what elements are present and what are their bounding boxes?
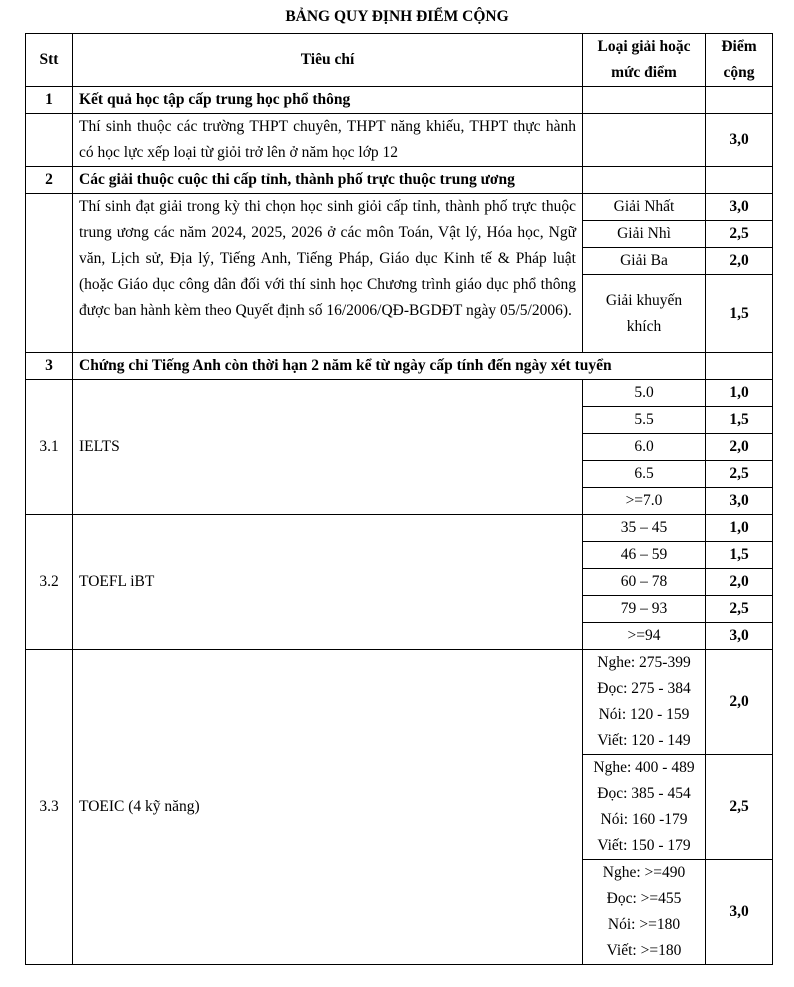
bonus-score: 2,0	[706, 650, 773, 755]
section-number: 1	[26, 87, 73, 114]
ielts-row	[26, 380, 773, 407]
bonus-score: 3,0	[706, 488, 773, 515]
section-number: 3	[26, 353, 73, 380]
toefl-row	[26, 515, 773, 542]
header-bonus	[706, 34, 773, 87]
bonus-score: 1,0	[706, 380, 773, 407]
empty-cell	[706, 167, 773, 194]
score-level: 79 – 93	[583, 596, 706, 623]
bonus-points-table	[25, 33, 773, 965]
subsection-number: 3.1	[26, 380, 73, 515]
bonus-score: 1,5	[706, 407, 773, 434]
bonus-score: 2,5	[706, 596, 773, 623]
section-heading: Chứng chỉ Tiếng Anh còn thời hạn 2 năm kể từ ngày cấp tính đến ngày xét tuyển	[73, 353, 706, 380]
section-number: 2	[26, 167, 73, 194]
score-level: 6.0	[583, 434, 706, 461]
skill-range: Nói: >=180	[607, 916, 681, 933]
bonus-score: 3,0	[706, 114, 773, 167]
empty-cell	[583, 114, 706, 167]
bonus-score: 3,0	[706, 623, 773, 650]
bonus-score: 2,0	[706, 434, 773, 461]
skill-range: Nghe: >=490	[602, 864, 686, 881]
subsection-number: 3.2	[26, 515, 73, 650]
bonus-score: 1,5	[706, 275, 773, 353]
criteria-row	[26, 114, 773, 167]
skill-range: Nghe: 275-399	[597, 654, 691, 671]
section-heading-row	[26, 353, 773, 380]
bonus-score: 1,5	[706, 542, 773, 569]
header-bonus-line2: cộng	[723, 64, 755, 81]
empty-cell	[706, 353, 773, 380]
skill-range: Viết: 150 - 179	[597, 837, 691, 854]
bonus-score: 2,5	[706, 755, 773, 860]
certificate-name: IELTS	[73, 380, 583, 515]
section-heading-row	[26, 167, 773, 194]
score-level: 5.5	[583, 407, 706, 434]
skill-range: Nói: 120 - 159	[598, 706, 690, 723]
certificate-name: TOEIC (4 kỹ năng)	[73, 650, 583, 965]
score-level: 60 – 78	[583, 569, 706, 596]
skill-range: Nghe: 400 - 489	[593, 759, 695, 776]
criteria-description: Thí sinh thuộc các trường THPT chuyên, THPT năng khiếu, THPT thực hành có học lực xếp loại từ giỏi trở lên ở năm học lớp 12	[73, 114, 583, 167]
subsection-number: 3.3	[26, 650, 73, 965]
header-level-line1: Loại giải hoặc	[597, 38, 691, 55]
prize-label: Giải khuyến khích	[583, 275, 706, 353]
header-row	[26, 34, 773, 87]
header-level-line2: mức điểm	[611, 64, 677, 81]
criteria-description: Thí sinh đạt giải trong kỳ thi chọn học sinh giỏi cấp tỉnh, thành phố trực thuộc trung ương các năm 2024, 2025, 2026 ở các môn Toán, Vật lý, Hóa học, Ngữ văn, Lịch sử, Địa lý, Tiếng Anh, Tiếng Pháp, Giáo dục Kinh tế & Pháp luật (hoặc Giáo dục công dân đối với thí sinh học Chương trình giáo dục phổ thông được ban hành kèm theo Quyết định số 16/2006/QĐ-BGDĐT ngày 05/5/2006).	[73, 194, 583, 353]
score-level: 5.0	[583, 380, 706, 407]
prize-row	[26, 194, 773, 221]
bonus-score: 3,0	[706, 194, 773, 221]
empty-cell	[26, 194, 73, 353]
bonus-score: 2,5	[706, 221, 773, 248]
bonus-score: 1,0	[706, 515, 773, 542]
skill-range: Đọc: >=455	[606, 890, 682, 907]
score-level: 6.5	[583, 461, 706, 488]
bonus-score: 2,0	[706, 248, 773, 275]
page-title: BẢNG QUY ĐỊNH ĐIỂM CỘNG	[285, 8, 509, 25]
empty-cell	[583, 87, 706, 114]
empty-cell	[706, 87, 773, 114]
score-level	[583, 755, 706, 860]
header-level	[583, 34, 706, 87]
prize-label: Giải Nhì	[583, 221, 706, 248]
skill-range: Nói: 160 -179	[600, 811, 688, 828]
score-level: 46 – 59	[583, 542, 706, 569]
score-level: 35 – 45	[583, 515, 706, 542]
skill-range: Viết: 120 - 149	[597, 732, 691, 749]
score-level: >=94	[583, 623, 706, 650]
certificate-name: TOEFL iBT	[73, 515, 583, 650]
section-heading-row	[26, 87, 773, 114]
empty-cell	[583, 167, 706, 194]
bonus-score: 3,0	[706, 860, 773, 965]
score-level	[583, 650, 706, 755]
section-heading: Kết quả học tập cấp trung học phổ thông	[73, 87, 583, 114]
section-heading: Các giải thuộc cuộc thi cấp tỉnh, thành phố trực thuộc trung ương	[73, 167, 583, 194]
skill-range: Viết: >=180	[606, 942, 682, 959]
header-stt: Stt	[26, 34, 73, 87]
bonus-score: 2,5	[706, 461, 773, 488]
skill-range: Đọc: 385 - 454	[597, 785, 691, 802]
score-level: >=7.0	[583, 488, 706, 515]
prize-label: Giải Ba	[583, 248, 706, 275]
header-criteria: Tiêu chí	[73, 34, 583, 87]
bonus-score: 2,0	[706, 569, 773, 596]
skill-range: Đọc: 275 - 384	[597, 680, 691, 697]
empty-cell	[26, 114, 73, 167]
header-bonus-line1: Điểm	[721, 38, 757, 55]
prize-label: Giải Nhất	[583, 194, 706, 221]
score-level	[583, 860, 706, 965]
toeic-row	[26, 650, 773, 755]
